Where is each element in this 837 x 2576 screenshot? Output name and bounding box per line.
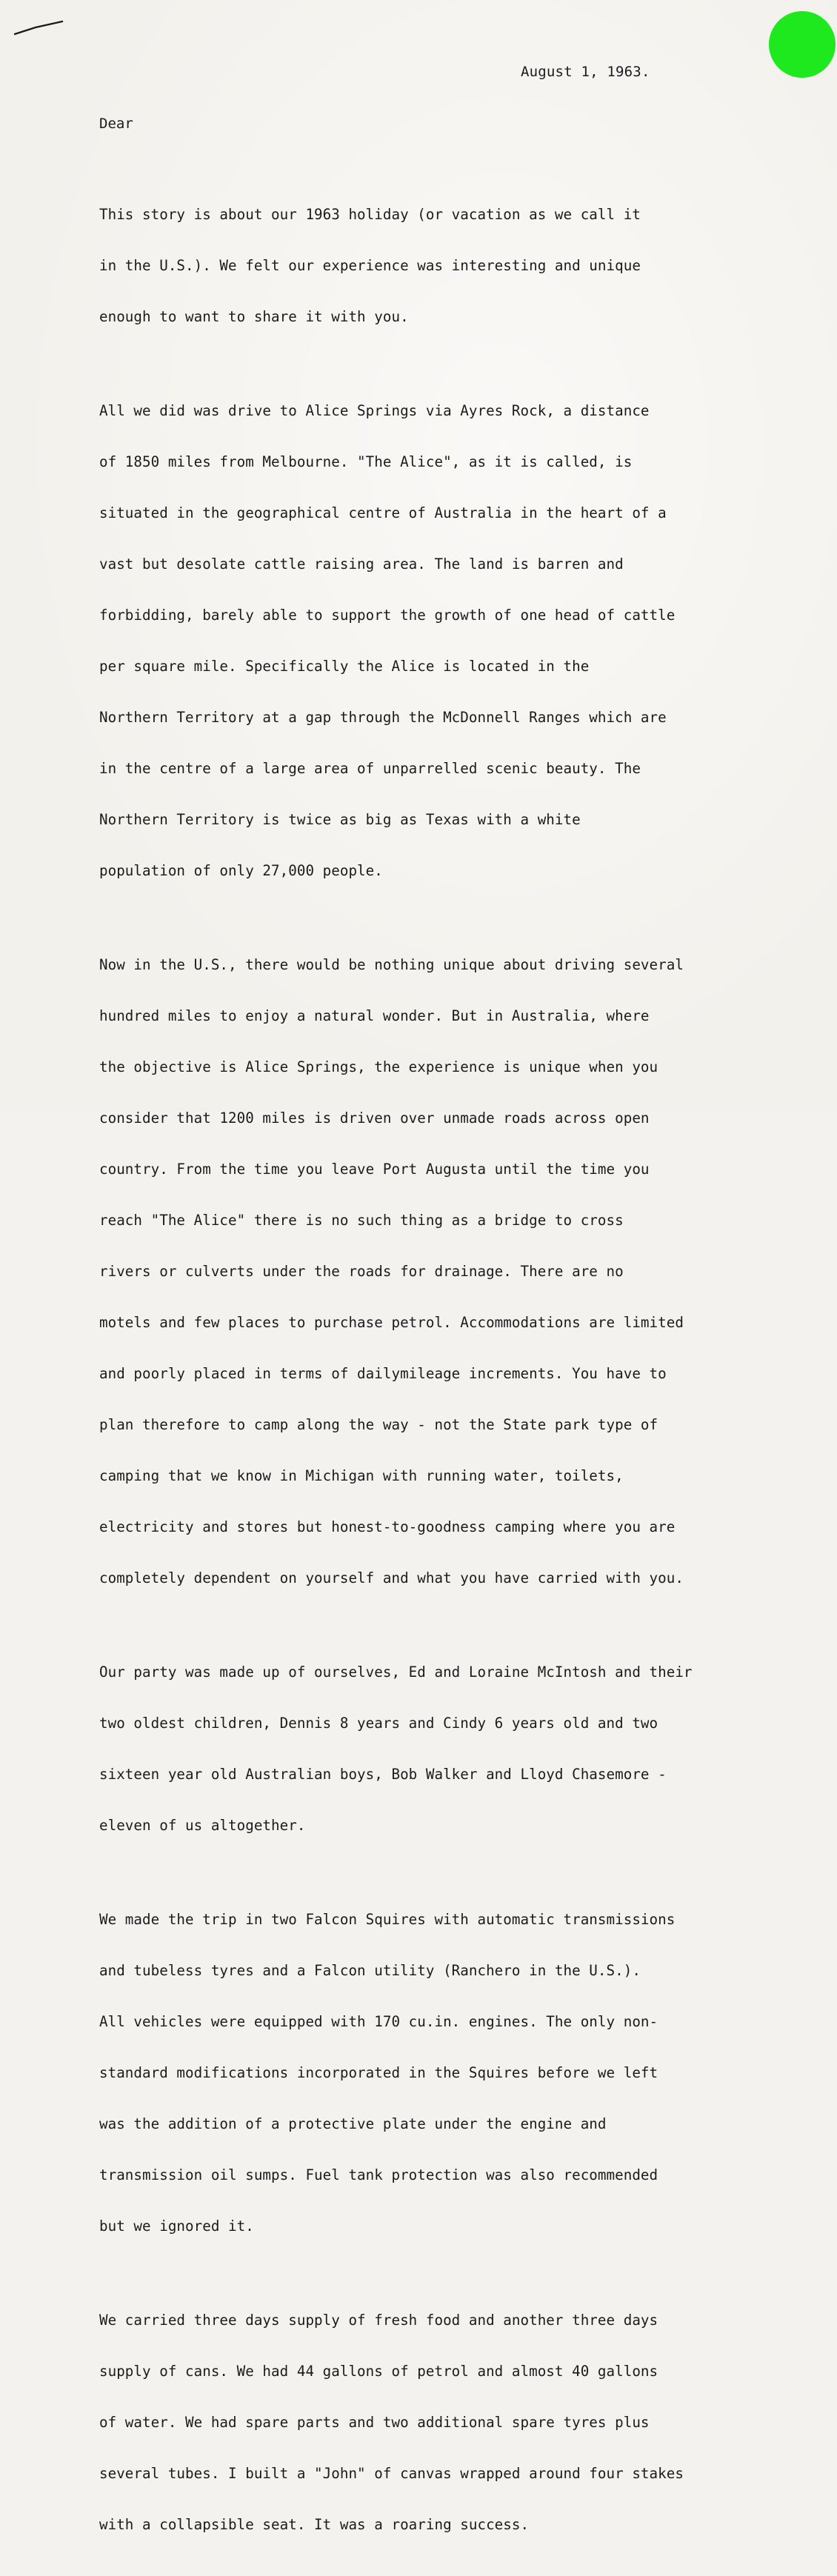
salutation: Dear (99, 116, 133, 132)
text-line: of water. We had spare parts and two additional spare tyres plus (99, 2414, 650, 2431)
text-line: was the addition of a protective plate under the engine and (99, 2115, 607, 2132)
text-line: camping that we know in Michigan with running water, toilets, (99, 1467, 624, 1484)
text-line: in the centre of a large area of unparrelled scenic beauty. The (99, 760, 641, 777)
text-line: We made the trip in two Falcon Squires with automatic transmissions (99, 1911, 676, 1928)
text-line: country. From the time you leave Port Augusta until the time you (99, 1161, 650, 1178)
green-dot-sticker (769, 11, 836, 78)
text-line: vast but desolate cattle raising area. The land is barren and (99, 555, 624, 573)
text-line: Northern Territory at a gap through the McDonnell Ranges which are (99, 709, 667, 726)
text-line: situated in the geographical centre of Australia in the heart of a (99, 504, 667, 521)
paragraph-vehicles (99, 1877, 810, 2269)
text-line: forbidding, barely able to support the growth of one head of cattle (99, 607, 676, 624)
text-line: All we did was drive to Alice Springs via Ayres Rock, a distance (99, 402, 650, 419)
text-line: eleven of us altogether. (99, 1817, 306, 1834)
paragraph-party (99, 1629, 810, 1868)
paragraph-intro (99, 172, 810, 359)
text-line: in the U.S.). We felt our experience was interesting and unique (99, 257, 641, 274)
text-line: of 1850 miles from Melbourne. "The Alice", as it is called, is (99, 453, 633, 470)
letter-body (99, 172, 810, 2576)
text-line: but we ignored it. (99, 2218, 254, 2235)
text-line: hundred miles to enjoy a natural wonder. But in Australia, where (99, 1007, 650, 1024)
pen-stroke-mark (13, 19, 64, 36)
text-line: We carried three days supply of fresh food and another three days (99, 2312, 658, 2329)
text-line: Now in the U.S., there would be nothing unique about driving several (99, 956, 684, 973)
text-line: consider that 1200 miles is driven over unmade roads across open (99, 1110, 650, 1127)
text-line: several tubes. I built a "John" of canvas wrapped around four stakes (99, 2465, 684, 2482)
text-line: standard modifications incorporated in the Squires before we left (99, 2064, 658, 2081)
text-line: Our party was made up of ourselves, Ed and Loraine McIntosh and their (99, 1664, 693, 1681)
text-line: with a collapsible seat. It was a roaring success. (99, 2516, 530, 2533)
text-line: two oldest children, Dennis 8 years and Cindy 6 years old and two (99, 1715, 658, 1732)
text-line: electricity and stores but honest-to-goodness camping where you are (99, 1518, 676, 1535)
text-line: motels and few places to purchase petrol. Accommodations are limited (99, 1314, 684, 1331)
text-line: enough to want to share it with you. (99, 308, 409, 325)
text-line: All vehicles were equipped with 170 cu.in. engines. The only non- (99, 2013, 658, 2030)
letter-date: August 1, 1963. (521, 64, 650, 80)
text-line: and tubeless tyres and a Falcon utility (Ranchero in the U.S.). (99, 1962, 641, 1979)
text-line: Northern Territory is twice as big as Texas with a white (99, 811, 581, 828)
text-line: transmission oil sumps. Fuel tank protection was also recommended (99, 2166, 658, 2183)
text-line: plan therefore to camp along the way - not the State park type of (99, 1416, 658, 1433)
text-line: rivers or culverts under the roads for drainage. There are no (99, 1263, 624, 1280)
paragraph-alice-springs (99, 368, 810, 913)
text-line: This story is about our 1963 holiday (or vacation as we call it (99, 206, 641, 223)
paragraph-supplies (99, 2278, 810, 2567)
text-line: and poorly placed in terms of dailymileage increments. You have to (99, 1365, 667, 1382)
text-line: population of only 27,000 people. (99, 862, 383, 879)
text-line: per square mile. Specifically the Alice is located in the (99, 658, 590, 675)
text-line: the objective is Alice Springs, the experience is unique when you (99, 1058, 658, 1075)
text-line: sixteen year old Australian boys, Bob Walker and Lloyd Chasemore - (99, 1766, 667, 1783)
text-line: completely dependent on yourself and what you have carried with you. (99, 1569, 684, 1586)
text-line: supply of cans. We had 44 gallons of petrol and almost 40 gallons (99, 2363, 658, 2380)
paragraph-unique-experience (99, 922, 810, 1621)
text-line: reach "The Alice" there is no such thing as a bridge to cross (99, 1212, 624, 1229)
